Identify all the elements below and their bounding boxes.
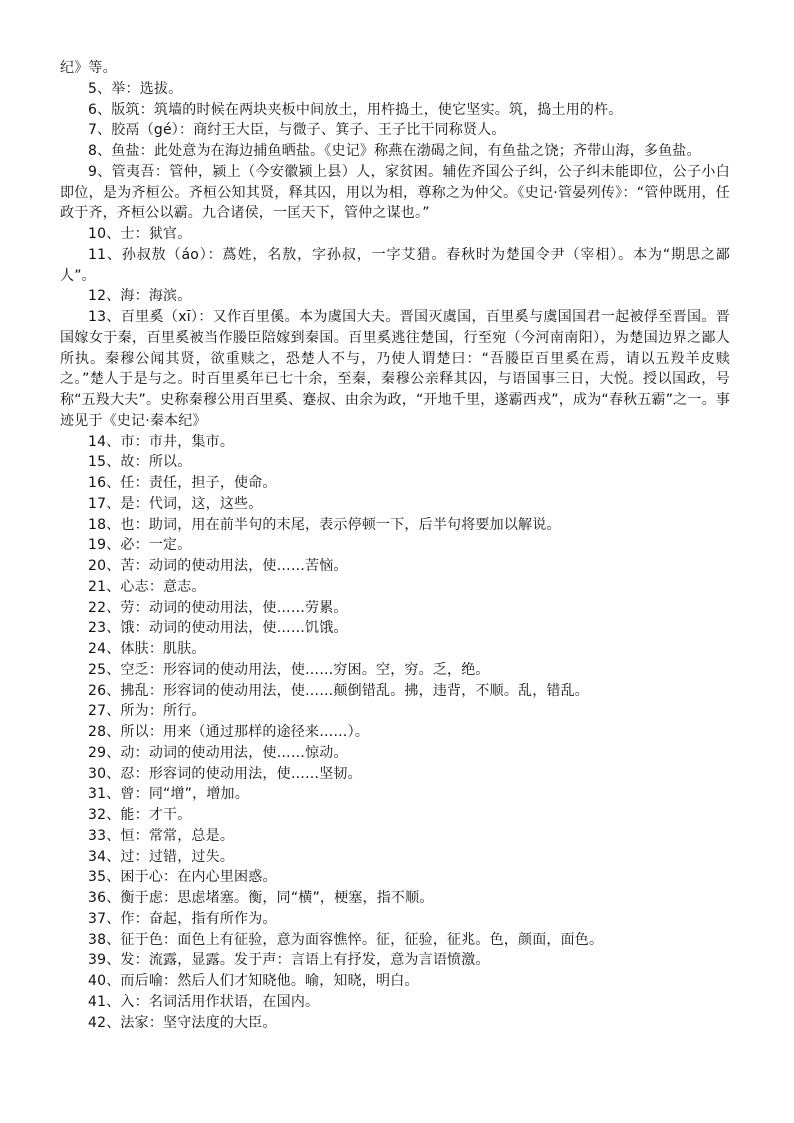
list-item: 22、劳：动词的使动用法，使……劳累。	[88, 599, 348, 616]
list-item: 7、胶鬲（gé）：商纣王大臣，与微子、箕子、王子比干同称贤人。	[88, 122, 506, 139]
list-item: 17、是：代词，这，这些。	[88, 495, 263, 512]
list-item: 34、过：过错，过失。	[88, 848, 235, 865]
list-item: 33、恒：常常，总是。	[88, 827, 235, 844]
list-item: 25、空乏：形容词的使动用法，使……穷困。空，穷。乏，绝。	[88, 661, 490, 678]
list-item: 42、法家：坚守法度的大臣。	[88, 1014, 277, 1031]
list-item: 32、能：才干。	[88, 807, 192, 823]
list-item: 27、所为：所行。	[88, 703, 206, 720]
list-item: 20、苦：动词的使动用法，使……苦恼。	[88, 558, 348, 574]
list-item: 39、发：流露，显露。发于声：言语上有抒发，意为言语愤激。	[88, 952, 490, 969]
list-item: 38、征于色：面色上有征验，意为面容憔悴。征，征验，征兆。色，颜面，面色。	[88, 931, 604, 948]
list-item: 30、忍：形容词的使动用法，使……坚韧。	[88, 765, 362, 782]
list-item: 35、困于心：在内心里困惑。	[88, 869, 277, 886]
list-item: 10、士：狱官。	[88, 226, 192, 242]
list-item: 21、心志：意志。	[88, 578, 206, 595]
list-item: 41、入：名词活用作状语，在国内。	[88, 993, 320, 1010]
list-item: 5、举：选拔。	[88, 80, 183, 97]
list-item: 26、拂乱：形容词的使动用法，使……颠倒错乱。拂，违背，不顺。乱，错乱。	[88, 682, 590, 699]
list-item: 40、而后喻：然后人们才知晓他。喻，知晓，明白。	[88, 973, 419, 989]
list-item: 8、鱼盐：此处意为在海边捕鱼晒盐。《史记》称燕在渤碣之间，有鱼盐之饶；齐带山海，多鱼盐。	[88, 143, 701, 159]
list-item: 24、体肤：肌肤。	[88, 641, 206, 657]
list-item: 23、饿：动词的使动用法，使……饥饿。	[88, 620, 348, 637]
list-item: 15、故：所以。	[88, 454, 192, 471]
list-item: 纪》等。	[60, 60, 117, 76]
list-item: 18、也：助词，用在前半句的末尾，表示停顿一下，后半句将要加以解说。	[88, 516, 561, 533]
list-item: 12、海：海滨。	[88, 288, 192, 305]
list-item: 19、必：一定。	[88, 537, 192, 554]
list-item: 11、孙叔敖（áo）：蔿姓，名敖，字孙叔，一字艾猎。春秋时为楚国令尹（宰相）。本为“期思之鄙人”。	[60, 246, 730, 284]
list-item: 16、任：责任，担子，使命。	[88, 475, 277, 491]
list-item: 36、衡于虑：思虑堵塞。衡，同“横”，梗塞，指不顺。	[88, 890, 434, 906]
annotation-list	[60, 58, 730, 1033]
list-item: 31、曾：同“增”，增加。	[88, 786, 249, 803]
list-item: 9、管夷吾：管仲，颍上（今安徽颍上县）人，家贫困。辅佐齐国公子纠，公子纠未能即位，公子小白即位，是为齐桓公。齐桓公知其贤，释其囚，用以为相，尊称之为仲父。《史记·管晏列传》：“管仲既用，任政于齐，齐桓公以霸。九合诸侯，一匡天下，管仲之谋也。”	[60, 163, 730, 222]
list-item: 37、作：奋起，指有所作为。	[88, 910, 277, 927]
list-item: 28、所以：用来（通过那样的途径来……）。	[88, 724, 370, 740]
list-item: 6、版筑：筑墙的时候在两块夹板中间放土，用杵捣土，使它坚实。筑，捣土用的杵。	[88, 101, 623, 118]
list-item: 14、市：市井，集市。	[88, 433, 235, 450]
list-item: 13、百里奚（xī）：又作百里傒。本为虞国大夫。晋国灭虞国，百里奚与虞国国君一起被俘至晋国。晋国嫁女于秦，百里奚被当作媵臣陪嫁到秦国。百里奚逃往楚国，行至宛（今河南南阳），为楚国边界之鄙人所执。秦穆公闻其贤，欲重赎之，恐楚人不与，乃使人谓楚曰：“吾媵臣百里奚在焉，请以五羖羊皮赎之。”楚人于是与之。时百里奚年已七十余，至秦，秦穆公亲释其囚，与语国事三日，大悦。授以国政，号称“五羖大夫”。史称秦穆公用百里奚、蹇叔、由余为政，“开地千里，遂霸西戎”，成为“春秋五霸”之一。事迹见于《史记·秦本纪》	[60, 309, 730, 429]
list-item: 29、动：动词的使动用法，使……惊动。	[88, 744, 348, 761]
